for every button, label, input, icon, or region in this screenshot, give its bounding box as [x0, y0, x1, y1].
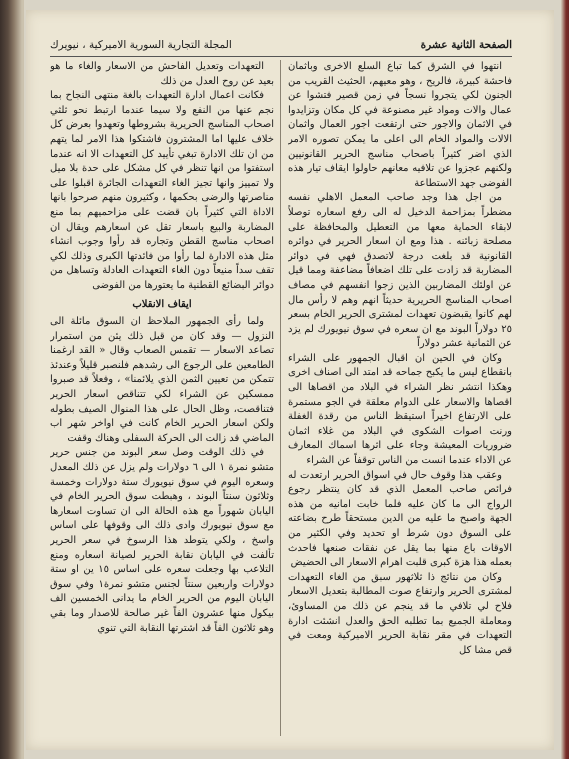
binding-edge: [0, 0, 24, 759]
section-heading: ايقاف الانقلاب: [132, 298, 192, 310]
journal-title: المجلة التجارية السورية الاميركية ، نيويرك: [50, 39, 232, 51]
paragraph: وعقب هذا وقوف حال في اسواق الحرير ارتعدت له فرائص صاحب المعمل الذي قد كان ينتظر رجوع الرواج الى ما كان عليه فلما خابت امانيه من هذه الجهة واصبح ما عليه من الدين مستحقاً طرح بضاعته على السوق دون شرط او تحديد وفي الكثير من الاوقات باع منها بما يقل عن نفقات صنعها فاحدث بعمله هذا هزة كبرى قلبت اهرام الاسعار الى الحضيض: [288, 469, 512, 569]
cover-edge: [561, 0, 569, 759]
page-number: الصفحة الثانية عشرة: [420, 39, 512, 51]
paragraph: انتهوا في الشرق كما تباع السلع الاخرى وباثمان فاحشة كبيرة، فالريح ، وهو معيهم، الحثيث القريب من الجنون لكي يتجروا نسجاً في زمن قصير فتشوا عن عمال والات ومواد غير مصنوعة في كل مكان وتزايدوا في الاثمان والاجور حتى ارتفعت اجور العمال واثمان الالات والمواد الخام الى اعلى ما يمكن تصوره الامر الذي اضر كثيراً باصحاب مناسج الحرير القانونيين ولكنهم عجزوا عن تلافيه معانهم حاولوا ايقاف تيار هذه الفوضى جهد الاستطاعة: [288, 61, 512, 189]
left-column: [50, 60, 274, 738]
paragraph: في ذلك الوقت وصل سعر البوند من جنس حرير متشو نمرة ١ الى ٦ دولارات ولم يزل عن ذلك المعدل وسعره اليوم في سوق نيويورك ستة دولارات وخمسة وثلاثون سنتاً البوند ، وهبطت سوق الحرير الخام في اليابان شهوراً مع هذه الحالة الى ان تساوت اسعارها مع سوق نيويورك وادى ذلك الى وقوفها على اساس واسخ ، ولكي يتوطد هذا الرسوخ في سعر الحرير تألفت في اليابان نقابة الحرير لصيانة اسعاره ومنع التلاعب بها وجعلت سعره على اساس ١٥ ين او ستة دولارات واربعين سنتاً لجنس متشو نمرة١ وفي سوق اليابان اليوم من الحرير الخام ما يدانى الخمسين الف بيكول منها عشرون الفاً غير صالحة للاصدار وما بقي وهو ثلاثون الفاً قد اشترتها النقابة التي تنوي: [50, 447, 274, 634]
paragraph: وكان في الحين ان اقبال الجمهور على الشراء بانقطاع ليس ما يكبح جماحه قد امتد الى اصناف اخرى وهكذا انتشر نظر الشراء في البلاد من اقصاها الى اقصاها والاسعار على الدوام معلقة في الجو مستمرة على الارتفاع اخيراً استيقظ الناس من رقدة الغفلة ورنت اصوات الشكوى في البلاد من غلاء اثمان ضروريات المعيشة وجاء على اثرها اسماك المعارف عن الاداء عندما انست من الناس توقفاً عن الشراء: [288, 352, 512, 467]
paragraph: ولما رأى الجمهور الملاحظ ان السوق مائلة الى النزول — وقد كان من قبل ذلك يئن من استمرار تصاعد الاسعار — تقمس الصعاب وقال « القد ارغمنا الطامعين على الرجوع الى رشدهم فلنصبر قليلاً وعندئذ تتمكن من تعيين الثمن الذي يلائمنا» ، وفعلاً قد صبروا ممسكين عن الشراء لكي تتناقص اسعار الحرير فتناقصت، وظل الحال على هذا المنوال الصيف بطوله ولكن اسعار الحرير الخام كانت في اواخر شهر اب الماضي قد زالت الى الحركة السفلى وهناك وقفت: [50, 316, 274, 444]
right-column: [288, 60, 512, 738]
paragraph: فكانت اعمال ادارة التعهدات بالغة منتهى النجاح بما نجم عنها من النفع ولا سيما عندما ارتبط نحو ثلثي اصحاب المناسج الحريرية بشروطها وتعهدوا بعرض كل خلاف عليها اما المشترون فاشتكوا هذا الامر لما يتهم من ان تلك الادارة تبغي تأييد كل التعهدات الا انه عندما استفتوا من انها تنظر في كل مشكل على حدة بلا ميل ولا تمييز وانها تجيز الغاء التعهدات الجائرة اقبلوا على مناصرتها والرضى بحكمها ، وكثيرون منهم صرحوا بانها الاداة التي كثيراً بان قضت على مزاحميهم بما منع المضاربة والبيع باسعار تقل عن اسعارهم ويقال ان اصحاب مناسج القطن وتجاره قد رأوا وجوب انشاء مثل هذه الادارة لما رأوا من فائدتها الكبرى وذلك لكي تقف سداً منيعاً دون الغاء التعهدات العادلة وتساهل من دوائر البضائع القطنية ما يعتورها من الفوضى: [50, 90, 274, 291]
paragraph: من اجل هذا وجد صاحب المعمل الاهلي نفسه مضطراً بمزاحمة الدخيل له الى رفع اسعاره توصلاً لابقاء الحماية معها من التعطيل والمحافظة على مصلحة زبائنه . هذا ومع ان اسعار الحرير في دوائره القانونية قد بلغت درجة لاتصدق فهي في دوائر المضاربة قد زادت على تلك اضعافاً مضاعفة ومما قيل عن اولئك المضاربين الذين زجوا انفسهم في مصاف اصحاب المناسج الحريرية حديثاً انهم وهم لا رأس مال لهم كانوا يقبضون تعهدات لمشترى الحرير الخام بسعر ٢٥ دولاراً البوند مع ان سعره في سوق نيويورك لم يزد عن الثمانية عشر دولاراً: [288, 192, 512, 350]
paragraph: وكان من نتائج ذا ثلاثهور سبق من الغاء التعهدات لمشترى الحرير وارتفاع صوت المطالبة بتعديل الاسعار فلاح لي تلافي ما قد ينجم عن ذلك من المساوئ، ومعاملة الجميع بما تطلبه الحق والعدل انشئت ادارة التعهدات في مقر نقابة الحرير الاميركية ومعت في قص مشا كل: [288, 571, 512, 656]
article-columns: [50, 60, 512, 738]
paragraph: التعهدات وتعديل الفاحش من الاسعار والغاء ما هو بعيد عن روح العدل من ذلك: [50, 61, 274, 87]
page-header: [50, 34, 512, 57]
